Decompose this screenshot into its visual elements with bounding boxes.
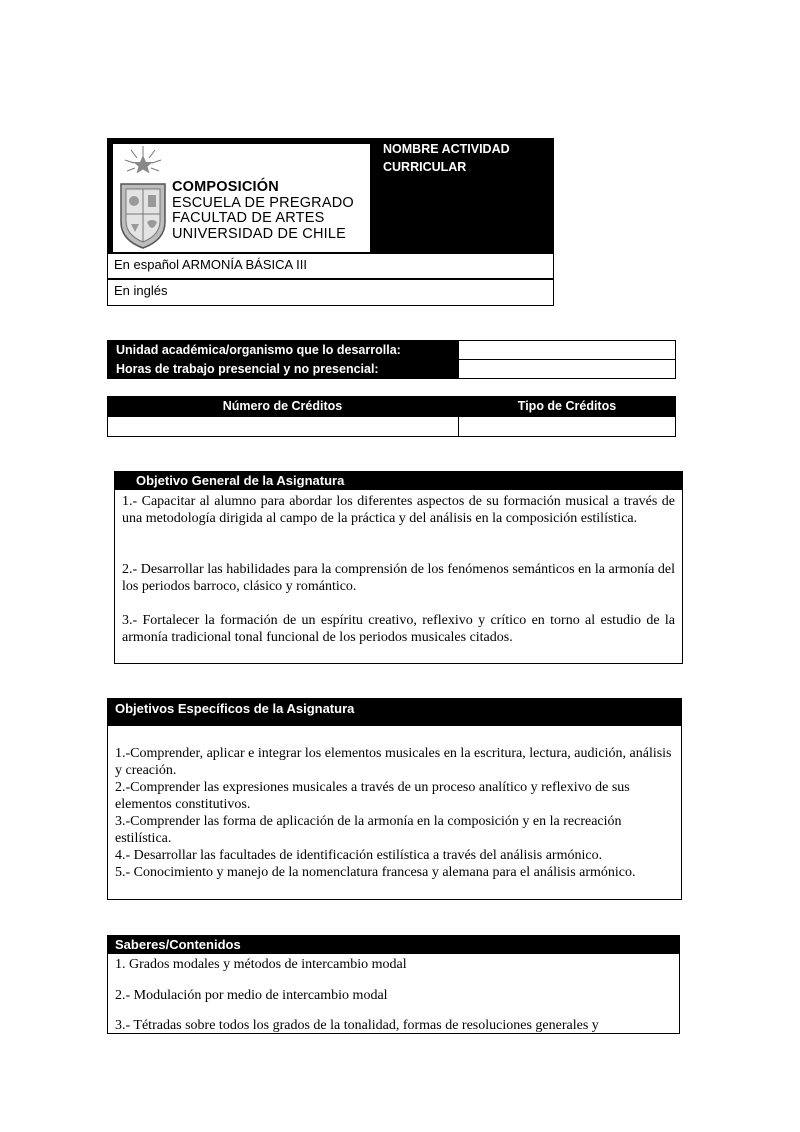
credits-number-header: Número de Créditos	[222, 399, 343, 413]
spanish-name: En español ARMONÍA BÁSICA III	[114, 257, 307, 272]
logo-line-facultad: FACULTAD DE ARTES	[172, 210, 325, 226]
activity-title: NOMBRE ACTIVIDAD CURRICULAR	[383, 142, 510, 174]
specific-objective-item: 4.- Desarrollar las facultades de identificación estilística a través del análisis armónico.	[115, 848, 603, 863]
specific-objectives-title: Objetivos Específicos de la Asignatura	[107, 698, 682, 726]
logo-line-universidad: UNIVERSIDAD DE CHILE	[172, 225, 347, 242]
content-item: 2.- Modulación por medio de intercambio modal	[115, 988, 388, 1003]
specific-objective-item: 5.- Conocimiento y manejo de la nomenclatura francesa y alemana para el análisis armónico.	[115, 865, 636, 880]
logo-text	[172, 180, 354, 242]
credits-type-header: Tipo de Créditos	[517, 399, 617, 413]
work-hours-label: Horas de trabajo presencial y no presencial:	[108, 360, 458, 378]
general-objective-title: Objetivo General de la Asignatura	[114, 471, 683, 490]
logo-line-composicion: COMPOSICIÓN	[172, 179, 279, 195]
academic-unit-label: Unidad académica/organismo que lo desarrolla:	[108, 341, 458, 359]
divider	[107, 359, 676, 360]
divider	[107, 278, 554, 280]
contents-title: Saberes/Contenidos	[107, 935, 680, 954]
specific-objective-item: 1.-Comprender, aplicar e integrar los elementos musicales en la escritura, lectura, audición, análisis y creación.	[115, 746, 672, 778]
general-objective-item: 3.- Fortalecer la formación de un espíritu creativo, reflexivo y crítico en torno al estudio de la armonía tradicional tonal funcional de los periodos musicales citados.	[122, 613, 675, 645]
divider	[107, 252, 554, 254]
university-seal-icon	[113, 144, 173, 250]
content-item: 3.- Tétradas sobre todos los grados de la tonalidad, formas de resoluciones generales y	[115, 1018, 599, 1033]
general-objective-item: 1.- Capacitar al alumno para abordar los diferentes aspectos de su formación musical a través de una metodología dirigida al campo de la práctica y del análisis en la composición estilística.	[122, 494, 675, 526]
general-objective-item: 2.- Desarrollar las habilidades para la comprensión de los fenómenos semánticos en la armonía del los periodos barroco, clásico y romántico.	[122, 562, 675, 594]
specific-objective-item: 2.-Comprender las expresiones musicales a través de un proceso analítico y reflexivo de sus elementos constitutivos.	[115, 780, 630, 812]
content-item: 1. Grados modales y métodos de intercambio modal	[115, 957, 407, 972]
logo-line-escuela: ESCUELA DE PREGRADO	[172, 194, 354, 211]
divider	[458, 417, 459, 437]
specific-objectives-list	[115, 745, 675, 881]
specific-objective-item: 3.-Comprender las forma de aplicación de la armonía en la composición y en la recreación estilística.	[115, 814, 622, 846]
english-name: En inglés	[114, 283, 168, 298]
